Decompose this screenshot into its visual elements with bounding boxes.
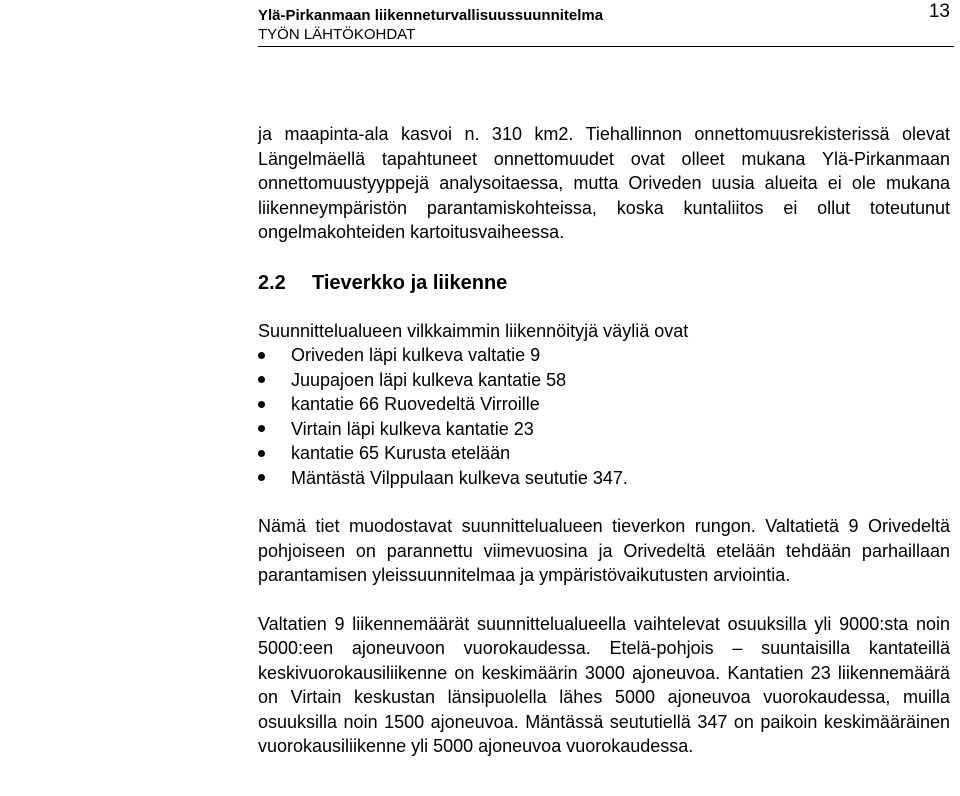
bullet-icon — [258, 376, 265, 383]
road-network-paragraph: Nämä tiet muodostavat suunnittelualueen tieverkon rungon. Valtatietä 9 Orivedeltä pohjoiseen on parannettu viimevuosina ja Orivedeltä etelään tehdään parhaillaan parantamisen yleissuunnitelmaa ja ympäristövaikutusten arviointia. — [258, 516, 950, 585]
list-item-text: Juupajoen läpi kulkeva kantatie 58 — [291, 369, 567, 390]
list-item-text: kantatie 65 Kurusta etelään — [291, 443, 511, 463]
list-item — [258, 343, 950, 368]
document-title: Ylä-Pirkanmaan liikenneturvallisuussuunnitelma — [258, 7, 604, 24]
intro-paragraph: ja maapinta-ala kasvoi n. 310 km2. Tiehallinnon onnettomuusrekisterissä olevat Längelmäellä tapahtuneet onnettomuudet ovat olleet mukana Ylä-Pirkanmaan onnettomuustyyppejä analysoitaessa, mutta Oriveden uusia alueita ei ole mukana liikenneympäristön parantamiskohteissa, koska kuntaliitos ei ollut toteutunut ongelmakohteiden kartoitusvaiheessa. — [258, 124, 950, 242]
list-item — [258, 441, 950, 466]
chapter-title: TYÖN LÄHTÖKOHDAT — [258, 26, 416, 43]
list-item — [258, 368, 950, 393]
section-title: Tieverkko ja liikenne — [312, 271, 508, 294]
list-item — [258, 466, 950, 491]
list-item-text: Virtain läpi kulkeva kantatie 23 — [291, 418, 534, 439]
road-list — [258, 343, 950, 490]
list-item-text: kantatie 66 Ruovedeltä Virroille — [291, 394, 540, 414]
bullet-icon — [258, 352, 265, 359]
page-number: 13 — [928, 1, 950, 22]
list-item-text: Oriveden läpi kulkeva valtatie 9 — [291, 345, 541, 365]
bullet-icon — [258, 474, 265, 481]
section-heading — [258, 270, 950, 296]
list-item-text: Mäntästä Vilppulaan kulkeva seututie 347. — [291, 467, 628, 488]
list-intro: Suunnittelualueen vilkkaimmin liikennöityjä väyliä ovat — [258, 320, 689, 341]
bullet-icon — [258, 450, 265, 457]
header-divider — [258, 46, 954, 47]
page-header — [258, 6, 958, 44]
bullet-icon — [258, 401, 265, 408]
section-number: 2.2 — [258, 271, 286, 294]
list-item — [258, 392, 950, 417]
bullet-icon — [258, 425, 265, 432]
list-item — [258, 417, 950, 442]
traffic-volume-paragraph: Valtatien 9 liikennemäärät suunnittelualueella vaihtelevat osuuksilla yli 9000:sta noin 5000:een ajoneuvoon vuorokaudessa. Etelä-pohjois – suuntaisilla kantateillä keskivuorokausiliikenne on keskimäärin 3000 ajoneuvoa. Kantatien 23 liikennemäärä on Virtain keskustan länsipuolella lähes 5000 ajoneuvoa vuorokaudessa, muilla osuuksilla noin 1500 ajoneuvoa. Mäntässä seututiellä 347 on paikoin keskimääräinen vuorokausiliikenne yli 5000 ajoneuvoa vuorokaudessa. — [258, 613, 950, 756]
page-body — [258, 122, 950, 759]
